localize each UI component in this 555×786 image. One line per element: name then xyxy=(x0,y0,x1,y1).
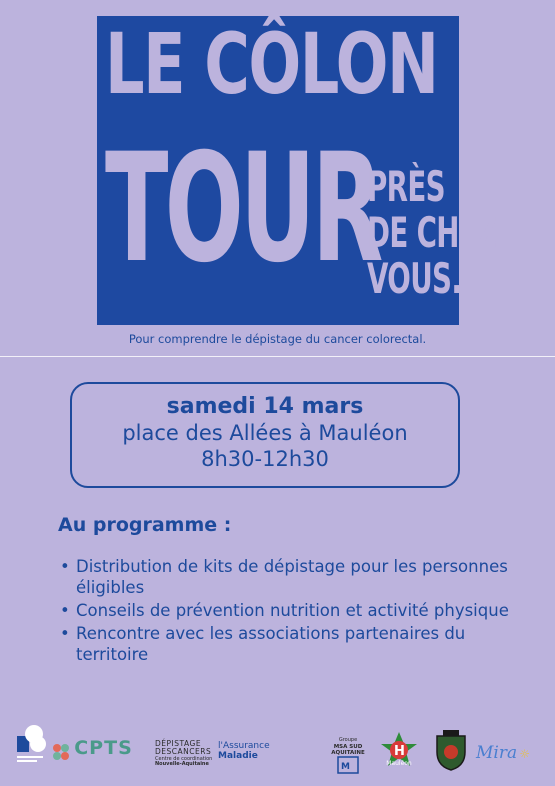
crest-logo xyxy=(432,728,470,775)
program-item: • Rencontre avec les associations partenaires du territoire xyxy=(58,623,528,665)
hero-line-2: TOUR xyxy=(105,122,380,296)
depistage-line-3: Centre de coordination xyxy=(155,755,213,762)
assurance-line-2: Maladie xyxy=(218,750,258,761)
event-date: samedi 14 mars xyxy=(166,394,364,419)
divider xyxy=(0,356,555,357)
msa-line-2: MSA SUD AQUITAINE xyxy=(331,743,365,756)
cpts-logo xyxy=(50,738,150,763)
event-box xyxy=(70,382,460,488)
crest-icon xyxy=(432,728,470,772)
mauleon-label: Mauléon xyxy=(386,759,412,767)
program-item: • Distribution de kits de dépistage pour les personnes éligibles xyxy=(58,556,528,598)
region-logo xyxy=(14,722,46,769)
region-icon xyxy=(14,722,46,766)
program-item: • Conseils de prévention nutrition et activité physique xyxy=(58,600,528,621)
event-place: place des Allées à Mauléon xyxy=(122,421,408,445)
svg-text:M: M xyxy=(341,761,350,772)
hero-side-3: VOUS. xyxy=(367,254,462,303)
msa-line-1: Groupe xyxy=(338,737,358,743)
cpts-label: CPTS xyxy=(74,737,133,759)
depistage-line-4: Nouvelle-Aquitaine xyxy=(155,761,209,767)
hero-line-1: LE CÔLON xyxy=(105,15,438,113)
assurance-line-1: l'Assurance xyxy=(218,741,270,751)
event-time: 8h30-12h30 xyxy=(201,447,329,471)
cpts-flower-icon xyxy=(50,741,72,763)
svg-text:H: H xyxy=(394,744,405,759)
tagline: Pour comprendre le dépistage du cancer colorectal. xyxy=(128,332,427,346)
partner-logos xyxy=(0,718,555,786)
program-list xyxy=(58,556,528,667)
program-title: Au programme : xyxy=(58,514,232,536)
mauleon-logo xyxy=(378,730,420,767)
msa-logo xyxy=(318,738,378,776)
hero-side-1: PRÈS xyxy=(367,162,445,211)
hero-title-block xyxy=(97,15,497,325)
sun-icon: ☼ xyxy=(519,747,531,761)
msa-icon xyxy=(337,756,359,774)
assurance-maladie-logo xyxy=(218,742,290,762)
depistage-logo xyxy=(155,740,213,768)
hero-side-2: DE CHEZ xyxy=(367,208,497,257)
mira-label: Mira xyxy=(476,743,518,763)
depistage-line-2: DESCANCERS xyxy=(155,747,212,757)
mira-logo xyxy=(476,744,552,763)
depistage-line-1: DÉPISTAGE xyxy=(155,739,202,748)
